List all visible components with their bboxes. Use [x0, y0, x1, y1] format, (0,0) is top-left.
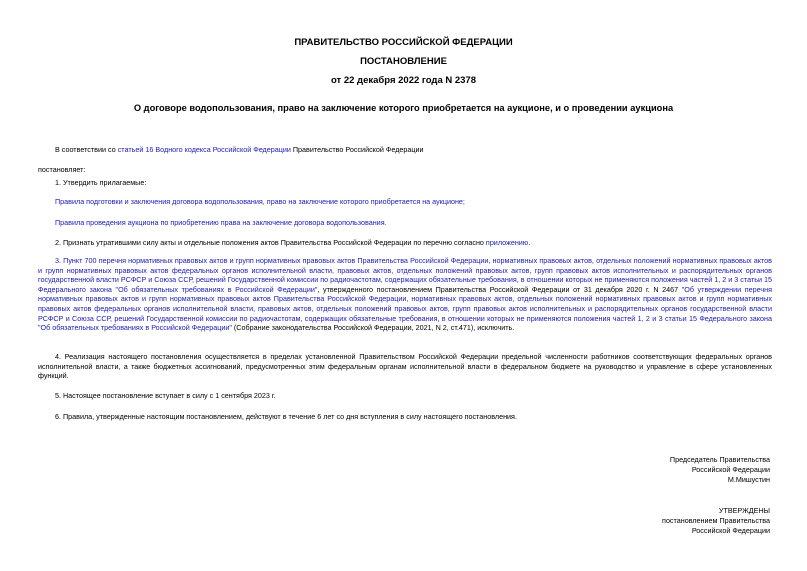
- item-1: 1. Утвердить прилагаемые:: [55, 178, 147, 187]
- item-3-mid: , утвержденного постановлением Правительства Российской Федерации от 31 декабря 2020 г. N 2467: [317, 284, 682, 294]
- item-3: [38, 256, 772, 333]
- item-6: 6. Правила, утвержденные настоящим постановлением, действуют в течение 6 лет со дня вступления в силу настоящего постановления.: [55, 412, 517, 421]
- header-org: ПРАВИТЕЛЬСТВО РОССИЙСКОЙ ФЕДЕРАЦИИ: [294, 37, 513, 48]
- item-2: [55, 238, 775, 248]
- item-5: 5. Настоящее постановление вступает в силу с 1 сентября 2023 г.: [55, 391, 276, 400]
- preamble: [55, 145, 775, 155]
- preamble-lead: В соответствии со: [55, 145, 118, 154]
- approved-label: УТВЕРЖДЕНЫ: [718, 506, 770, 515]
- preamble-tail: Правительство Российской Федерации: [290, 145, 424, 154]
- rules-auction-link[interactable]: Правила проведения аукциона по приобретению права на заключение договора водопользования.: [55, 218, 387, 227]
- appendix-link[interactable]: приложению: [485, 238, 529, 247]
- header-doc-type: ПОСТАНОВЛЕНИЕ: [360, 56, 447, 67]
- decides-text: постановляет:: [38, 165, 86, 174]
- item-3-end: (Собрание законодательства Российской Федерации, 2021, N 2, ст.471), исключить.: [231, 323, 515, 333]
- signature-country: Российской Федерации: [691, 465, 770, 474]
- header-date-number: от 22 декабря 2022 года N 2378: [330, 75, 476, 86]
- item-2-end: .: [528, 238, 531, 247]
- approved-country: Российской Федерации: [691, 526, 770, 535]
- item-3-list-link[interactable]: 3. Пункт 700 перечня нормативных правовых актов и групп нормативных правовых актов Правительства Российской Федерации, нормативных правовых актов, отдельных положений нормативных правовых актов и групп нормативных правовых актов федеральных органов исполнительной власти, правовых актов, отдельных положений правовых актов, групп правовых актов исполнительных и распорядительных органов государственной власти РСФСР и Союза ССР, решений Государственной комиссии по радиочастотам, содержащих обязательные требования, в отношении которых не применяются положения частей 1, 2 и 3 статьи 15 Федерального закона "Об обязательных требованиях в Российской Федерации": [38, 256, 772, 294]
- item-2-text: 2. Признать утратившими силу акты и отдельные положения актов Правительства Российской Федерации по перечню согласно: [55, 238, 486, 247]
- document-title: О договоре водопользования, право на заключение которого приобретается на аукционе, и о проведении аукциона: [133, 103, 674, 113]
- item-3-resolution-link[interactable]: "Об утверждении перечня нормативных правовых актов и групп нормативных правовых актов Правительства Российской Федерации, нормативных правовых актов, отдельных положений нормативных правовых актов и групп нормативных правовых актов федеральных органов исполнительной власти, правовых актов, отдельных положений правовых актов, групп правовых актов исполнительных и распорядительных органов государственной власти РСФСР и Союза ССР, решений Государственной комиссии по радиочастотам, содержащих обязательные требования, в отношении которых не применяются положения частей 1, 2 и 3 статьи 15 Федерального закона "Об обязательных требованиях в Российской Федерации": [38, 284, 773, 333]
- signature-name: М.Мишустин: [727, 475, 770, 484]
- signature-title: Председатель Правительства: [669, 455, 770, 464]
- water-code-link[interactable]: статьей 16 Водного кодекса Российской Федерации: [117, 145, 291, 154]
- item-4: 4. Реализация настоящего постановления осуществляется в пределах установленной Правительством Российской Федерации предельной численности работников соответствующих федеральных органов исполнительной власти, а также бюджетных ассигнований, предусмотренных этим федеральным органам исполнительной власти в федеральном бюджете на руководство и управление в сфере установленных функций.: [38, 352, 772, 381]
- rules-conclusion-link[interactable]: Правила подготовки и заключения договора водопользования, право на заключение которого приобретается на аукционе;: [55, 197, 465, 206]
- approved-by: постановлением Правительства: [662, 516, 770, 525]
